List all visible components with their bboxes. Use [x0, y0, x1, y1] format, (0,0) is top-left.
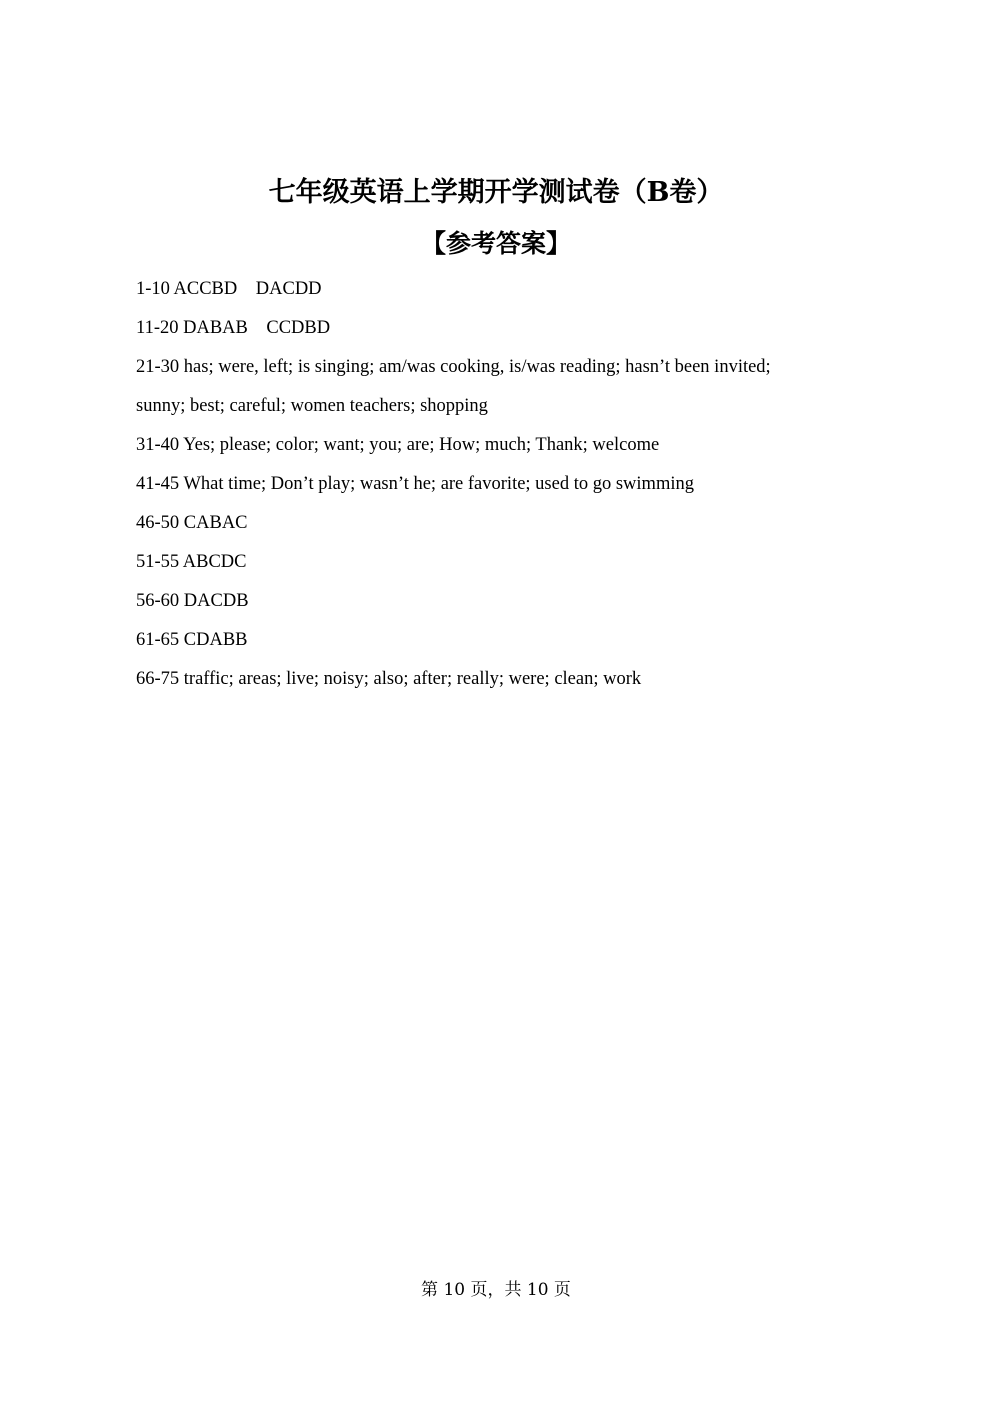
- answer-line-21-30-continued: sunny; best; careful; women teachers; shopping: [136, 396, 488, 416]
- answer-key-heading: 【参考答案】: [420, 229, 571, 258]
- answer-line-11-20: 11-20 DABAB CCDBD: [136, 318, 331, 338]
- answer-line-31-40: 31-40 Yes; please; color; want; you; are; How; much; Thank; welcome: [136, 435, 660, 455]
- answer-line-66-75: 66-75 traffic; areas; live; noisy; also; after; really; were; clean; work: [136, 669, 642, 689]
- answer-line-1-10: 1-10 ACCBD DACDD: [136, 279, 322, 299]
- page-number-footer: 第 10 页，共 10 页: [421, 1280, 571, 1300]
- answer-line-41-45: 41-45 What time; Don’t play; wasn’t he; are favorite; used to go swimming: [136, 474, 694, 494]
- answer-line-56-60: 56-60 DACDB: [136, 591, 249, 611]
- answer-line-46-50: 46-50 CABAC: [136, 513, 248, 533]
- page-title: 七年级英语上学期开学测试卷（B卷）: [268, 177, 724, 208]
- answer-line-21-30: 21-30 has; were, left; is singing; am/was cooking, is/was reading; hasn’t been invited;: [136, 357, 771, 377]
- answer-line-61-65: 61-65 CDABB: [136, 630, 248, 650]
- answer-line-51-55: 51-55 ABCDC: [136, 552, 247, 572]
- answer-list: [136, 274, 856, 703]
